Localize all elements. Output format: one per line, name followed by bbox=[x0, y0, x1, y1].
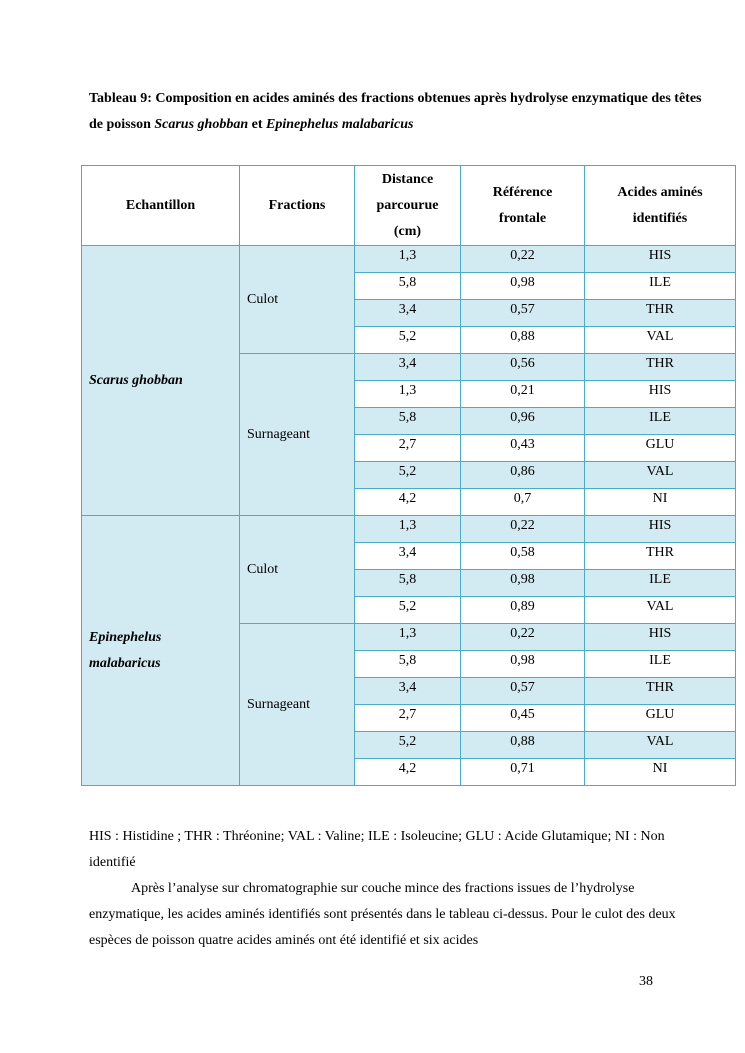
reference-cell: 0,43 bbox=[461, 435, 585, 462]
reference-cell: 0,45 bbox=[461, 705, 585, 732]
header-distance: Distance parcourue (cm) bbox=[355, 166, 461, 246]
amino-acid-cell: NI bbox=[585, 759, 736, 786]
amino-acid-cell: VAL bbox=[585, 462, 736, 489]
amino-acid-cell: ILE bbox=[585, 273, 736, 300]
amino-acid-cell: ILE bbox=[585, 651, 736, 678]
amino-acid-cell: NI bbox=[585, 489, 736, 516]
amino-acid-cell: HIS bbox=[585, 516, 736, 543]
reference-cell: 0,88 bbox=[461, 327, 585, 354]
distance-cell: 3,4 bbox=[355, 300, 461, 327]
table-row bbox=[82, 246, 736, 273]
distance-cell: 3,4 bbox=[355, 354, 461, 381]
reference-cell: 0,21 bbox=[461, 381, 585, 408]
amino-acid-cell: THR bbox=[585, 543, 736, 570]
amino-acid-cell: THR bbox=[585, 354, 736, 381]
caption-species-2: Epinephelus malabaricus bbox=[266, 117, 414, 132]
reference-cell: 0,98 bbox=[461, 651, 585, 678]
distance-cell: 5,2 bbox=[355, 597, 461, 624]
amino-acid-cell: THR bbox=[585, 678, 736, 705]
distance-cell: 5,8 bbox=[355, 273, 461, 300]
reference-cell: 0,71 bbox=[461, 759, 585, 786]
table-caption bbox=[89, 86, 709, 138]
distance-cell: 1,3 bbox=[355, 624, 461, 651]
reference-cell: 0,56 bbox=[461, 354, 585, 381]
reference-cell: 0,88 bbox=[461, 732, 585, 759]
amino-acid-cell: THR bbox=[585, 300, 736, 327]
distance-cell: 2,7 bbox=[355, 705, 461, 732]
amino-acid-cell: HIS bbox=[585, 624, 736, 651]
fraction-cell: Surnageant bbox=[240, 354, 355, 516]
distance-cell: 3,4 bbox=[355, 543, 461, 570]
header-fractions: Fractions bbox=[240, 166, 355, 246]
distance-cell: 4,2 bbox=[355, 489, 461, 516]
fraction-cell: Culot bbox=[240, 246, 355, 354]
reference-cell: 0,57 bbox=[461, 678, 585, 705]
header-reference: Référence frontale bbox=[461, 166, 585, 246]
amino-acid-cell: VAL bbox=[585, 732, 736, 759]
amino-acid-cell: ILE bbox=[585, 570, 736, 597]
species-cell: Scarus ghobban bbox=[82, 246, 240, 516]
distance-cell: 5,8 bbox=[355, 570, 461, 597]
fraction-cell: Culot bbox=[240, 516, 355, 624]
reference-cell: 0,98 bbox=[461, 570, 585, 597]
distance-cell: 5,8 bbox=[355, 408, 461, 435]
amino-acid-cell: VAL bbox=[585, 597, 736, 624]
distance-cell: 5,2 bbox=[355, 732, 461, 759]
caption-text: Tableau 9: Composition en acides aminés des fractions obtenues après hydrolyse enzymatique des têtes de poisson bbox=[89, 91, 702, 132]
caption-joiner: et bbox=[248, 117, 267, 132]
reference-cell: 0,58 bbox=[461, 543, 585, 570]
amino-acid-table bbox=[81, 165, 736, 786]
reference-cell: 0,22 bbox=[461, 246, 585, 273]
distance-cell: 2,7 bbox=[355, 435, 461, 462]
amino-acid-cell: VAL bbox=[585, 327, 736, 354]
reference-cell: 0,86 bbox=[461, 462, 585, 489]
amino-acid-cell: ILE bbox=[585, 408, 736, 435]
distance-cell: 5,8 bbox=[355, 651, 461, 678]
header-acides: Acides aminés identifiés bbox=[585, 166, 736, 246]
amino-acid-cell: HIS bbox=[585, 381, 736, 408]
body-paragraph bbox=[89, 876, 709, 954]
reference-cell: 0,22 bbox=[461, 516, 585, 543]
distance-cell: 5,2 bbox=[355, 327, 461, 354]
fraction-cell: Surnageant bbox=[240, 624, 355, 786]
paragraph-text: Après l’analyse sur chromatographie sur couche mince des fractions issues de l’hydrolyse enzymatique, les acides aminés identifiés sont présentés dans le tableau ci-dessus. Pour le culot des deux espèces de poisson quatre acides aminés ont été identifié et six acides bbox=[89, 881, 676, 948]
reference-cell: 0,89 bbox=[461, 597, 585, 624]
distance-cell: 3,4 bbox=[355, 678, 461, 705]
reference-cell: 0,98 bbox=[461, 273, 585, 300]
amino-acid-cell: GLU bbox=[585, 435, 736, 462]
distance-cell: 1,3 bbox=[355, 381, 461, 408]
amino-acid-cell: GLU bbox=[585, 705, 736, 732]
table-row bbox=[82, 516, 736, 543]
distance-cell: 5,2 bbox=[355, 462, 461, 489]
page-number: 38 bbox=[639, 974, 653, 989]
caption-species-1: Scarus ghobban bbox=[154, 117, 249, 132]
amino-acid-cell: HIS bbox=[585, 246, 736, 273]
table-header-row bbox=[82, 166, 736, 246]
table-body bbox=[82, 246, 736, 786]
header-echantillon: Echantillon bbox=[82, 166, 240, 246]
reference-cell: 0,96 bbox=[461, 408, 585, 435]
distance-cell: 1,3 bbox=[355, 516, 461, 543]
species-cell: Epinephelus malabaricus bbox=[82, 516, 240, 786]
distance-cell: 1,3 bbox=[355, 246, 461, 273]
reference-cell: 0,57 bbox=[461, 300, 585, 327]
abbreviations-note: HIS : Histidine ; THR : Thréonine; VAL : Valine; ILE : Isoleucine; GLU : Acide Glutamique; NI : Non identifié bbox=[89, 829, 665, 870]
distance-cell: 4,2 bbox=[355, 759, 461, 786]
reference-cell: 0,7 bbox=[461, 489, 585, 516]
reference-cell: 0,22 bbox=[461, 624, 585, 651]
